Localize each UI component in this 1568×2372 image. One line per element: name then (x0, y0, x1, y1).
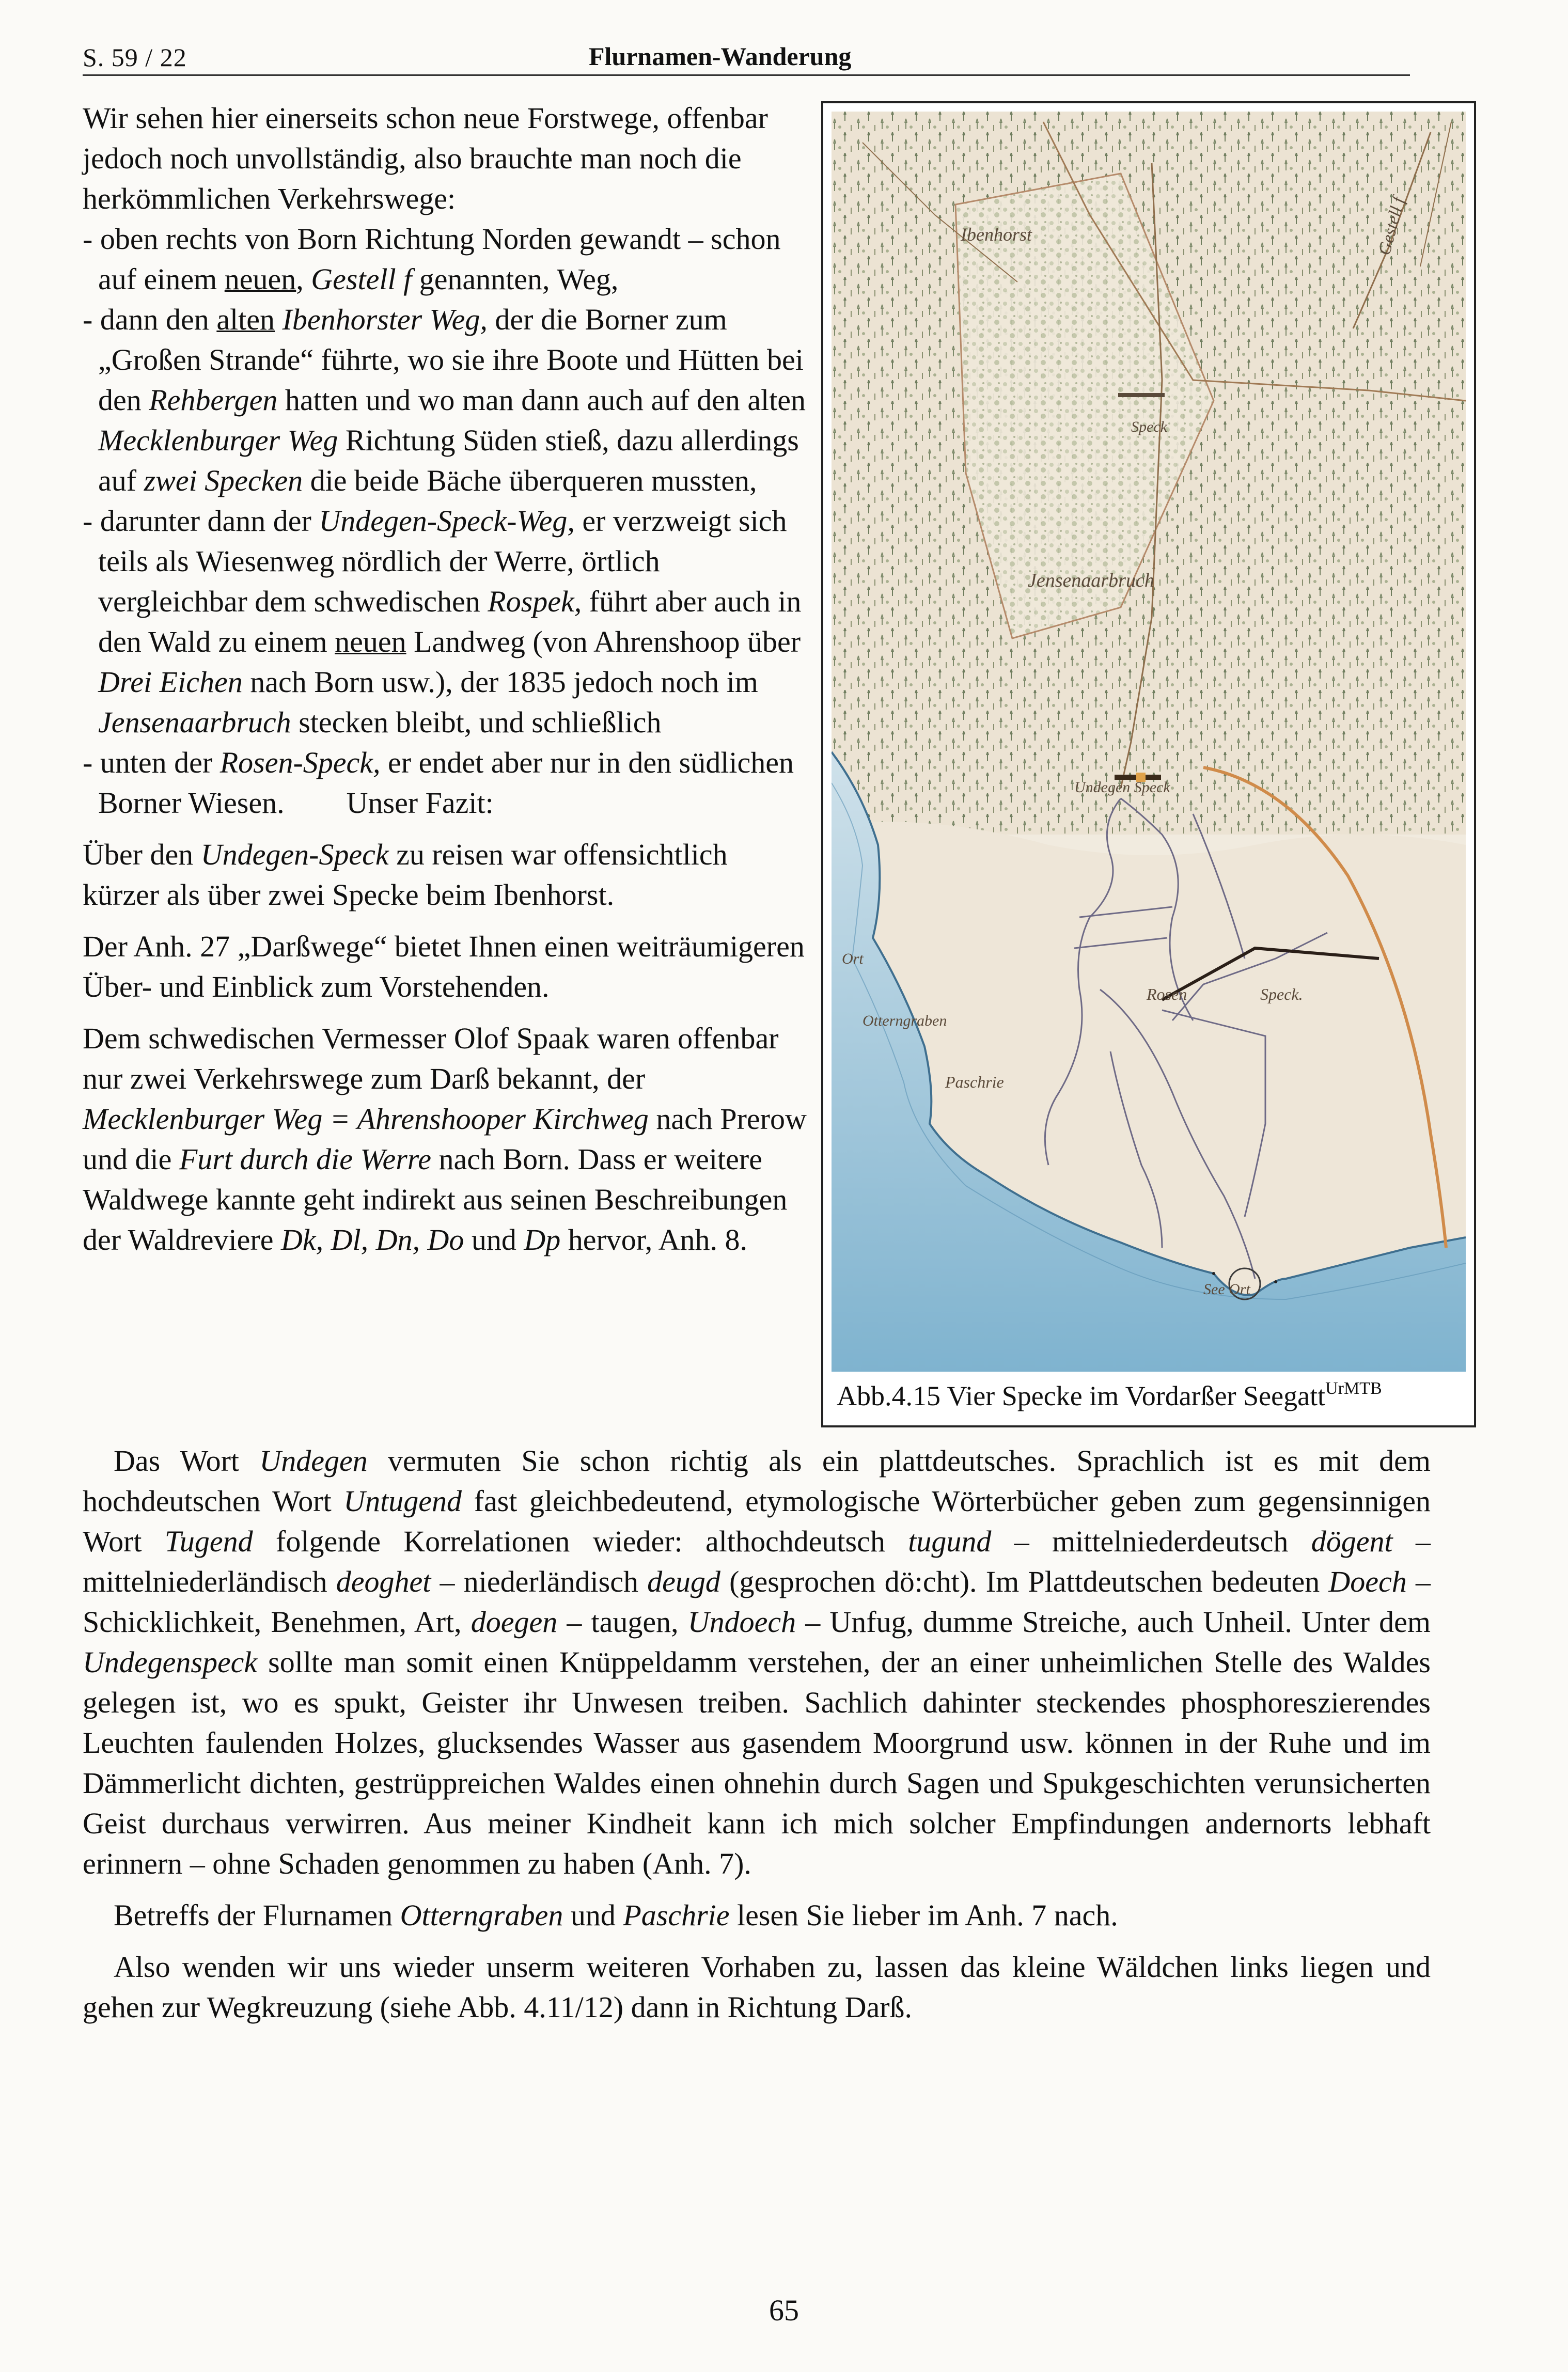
map-label-speck: Speck. (1260, 985, 1303, 1003)
map-label-undegen-speck: Undegen Speck (1074, 779, 1170, 796)
text-run: und (563, 1898, 623, 1932)
bullet-undegen-speck-weg (83, 501, 811, 743)
map-label-ibenhorst: Ibenhorst (961, 224, 1032, 245)
map-label-ort: Ort (842, 950, 864, 967)
text-run: Über den (83, 838, 201, 871)
text-run: Das Wort (114, 1444, 260, 1478)
italic-text: Paschrie (623, 1898, 730, 1932)
map-label-rosen: Rosen (1147, 985, 1187, 1003)
left-text-column (83, 98, 811, 1260)
text-run: hatten und wo man dann auch auf den alten (277, 383, 806, 417)
text-run: folgende Korrelationen wieder: althochdeutsch (253, 1525, 908, 1558)
header-rule (83, 74, 1410, 76)
text-run: - darunter dann der (83, 504, 319, 538)
text-run: Der Anh. 27 „Darßwege“ bietet Ihnen einen weiträumigeren Über- und Einblick zum Vorstehenden. (83, 930, 805, 1003)
italic-text: Drei Eichen (98, 665, 243, 699)
italic-text: deoghet (336, 1565, 431, 1598)
italic-text: doegen (471, 1605, 558, 1639)
text-run: fast gleichbedeutend, etymologische Wörterbücher geben zum gegensinnigen Wort (83, 1484, 1431, 1558)
text-run: Dem schwedischen Vermesser Olof Spaak waren offenbar nur zwei Verkehrswege zum Darß bekannt, der (83, 1022, 779, 1095)
text-run: – Unfug, dumme Streiche, auch Unheil. Unter dem (796, 1605, 1431, 1639)
italic-text: Undegen-Speck-Weg, (319, 504, 575, 538)
text-run: - oben rechts von Born Richtung Norden gewandt – schon auf einem (83, 222, 781, 296)
text-run: der die Borner zum „Großen Strande“ führte, wo sie ihre Boote und Hütten bei den (98, 303, 804, 417)
italic-text: Mecklenburger Weg = Ahrenshooper Kirchweg (83, 1102, 649, 1136)
text-run: sollte man somit einen Knüppeldamm verstehen, der an einer unheimlichen Stelle des Waldes gelegen ist, wo es spukt, Geister ihr Unwesen treiben. Sachlich dahinter steckendes phosphoreszierendes Leuchten faulenden Holzes, glucksendes Wasser aus gasendem Moorgrund usw. können in der Ruhe und im Dämmerlicht dichten, gestrüppreichen Waldes einen ohnehin durch Sagen und Spukgeschichten verunsicherten Geist durchaus verwirren. Aus meiner Kindheit kann ich mich solcher Empfindungen andernorts lebhaft erinnern – ohne Schaden genommen zu haben (Anh. 7). (83, 1645, 1431, 1880)
caption-text: Abb.4.15 Vier Specke im Vordarßer Seegatt (837, 1380, 1326, 1411)
text-run: Richtung Süden stieß, dazu allerdings auf (98, 423, 799, 497)
map-label-otterngraben: Otterngraben (863, 1012, 947, 1029)
text-run: die beide Bäche überqueren mussten, (303, 464, 757, 497)
figure-caption (837, 1379, 1382, 1412)
italic-text: Dk, Dl, Dn, Do (280, 1223, 464, 1256)
italic-text: Tugend (164, 1525, 253, 1558)
flurnamen-paragraph (83, 1895, 1431, 1936)
text-run: und (464, 1223, 524, 1256)
text-run: er endet aber nur in den südlichen Borner Wiesen. (98, 746, 794, 820)
text-run: – taugen, (557, 1605, 688, 1639)
text-run: – Schicklichkeit, Benehmen, Art, (83, 1565, 1431, 1639)
text-run: hervor, Anh. 8. (560, 1223, 747, 1256)
text-run: , (296, 262, 311, 296)
text-run: genannten, Weg, (412, 262, 619, 296)
text-run: nach Born usw.), der 1835 jedoch noch im (242, 665, 758, 699)
text-run: Also wenden wir uns wieder unserm weiteren Vorhaben zu, lassen das kleine Wäldchen links liegen und gehen zur Wegkreuzung (siehe Abb. 4.11/12) dann in Richtung Darß. (83, 1950, 1431, 2024)
italic-text: Rospek, (488, 585, 582, 618)
map-label-jensenaarbruch: Jensenaarbruch (1028, 570, 1154, 591)
italic-text: Ibenhorster Weg, (282, 303, 488, 336)
italic-text: Jensenaarbruch (98, 705, 291, 739)
page-number: 65 (769, 2294, 799, 2327)
bullet-gestell (83, 219, 811, 300)
map-label-speck-top: Speck (1131, 418, 1167, 435)
spaak-paragraph (83, 1018, 811, 1260)
italic-text: zwei Specken (144, 464, 303, 497)
underlined-text: alten (216, 303, 275, 336)
bullet-rosen-speck (83, 743, 811, 823)
closing-paragraph (83, 1947, 1431, 2028)
italic-text: Dp (524, 1223, 561, 1256)
italic-text: Undegen-Speck (200, 838, 389, 871)
caption-superscript: UrMTB (1325, 1379, 1382, 1398)
text-run: – niederländisch (431, 1565, 648, 1598)
italic-text: Rosen-Speck, (219, 746, 381, 779)
italic-text: Doech (1328, 1565, 1407, 1598)
italic-text: deugd (647, 1565, 720, 1598)
text-run: - unten der (83, 746, 220, 779)
text-run: Betreffs der Flurnamen (114, 1898, 400, 1932)
historical-map (832, 112, 1466, 1372)
intro-paragraph (83, 98, 811, 219)
fazit-label: Unser Fazit: (346, 786, 494, 820)
body-text (83, 1441, 1431, 2028)
map-label-see-ort: See Ort (1203, 1281, 1250, 1298)
italic-text: Furt durch die Werre (179, 1142, 431, 1176)
text-run: lesen Sie lieber im Anh. 7 nach. (729, 1898, 1118, 1932)
italic-text: Untugend (343, 1484, 462, 1518)
underlined-text: neuen (224, 262, 296, 296)
text-run: führt aber auch in den Wald zu einem (98, 585, 802, 658)
page-reference: S. 59 / 22 (83, 43, 187, 72)
text-run: nach Born. Dass er weitere Waldwege kannte geht indirekt aus seinen Beschreibungen der Waldreviere (83, 1142, 788, 1256)
intro-text: Wir sehen hier einerseits schon neue Forstwege, offenbar jedoch noch unvollständig, also brauchte man noch die herkömmlichen Verkehrswege: (83, 101, 768, 215)
italic-text: Otterngraben (400, 1898, 563, 1932)
italic-text: dögent (1311, 1525, 1393, 1558)
text-run: nach Prerow und die (83, 1102, 807, 1176)
italic-text: tugund (908, 1525, 992, 1558)
text-run: Landweg (von Ahrenshoop über (406, 625, 801, 658)
italic-text: Gestell f (311, 262, 412, 296)
text-run: vermuten Sie schon richtig als ein plattdeutsches. Sprachlich ist es mit dem hochdeutschen Wort (83, 1444, 1431, 1518)
map-label-paschrie: Paschrie (945, 1073, 1004, 1091)
undegen-paragraph (83, 1441, 1431, 1884)
running-title: Flurnamen-Wanderung (589, 42, 852, 71)
text-run: zu reisen war offensichtlich kürzer als über zwei Specke beim Ibenhorst. (83, 838, 728, 912)
text-run: er verzweigt sich teils als Wiesenweg nördlich der Werre, örtlich vergleichbar dem schwedischen (98, 504, 787, 618)
text-run: - dann den (83, 303, 217, 336)
italic-text: Rehbergen (149, 383, 278, 417)
bullet-ibenhorster-weg (83, 300, 811, 501)
text-run: stecken bleibt, und schließlich (291, 705, 662, 739)
text-run: – mittelniederländisch (83, 1525, 1431, 1598)
text-run: (gesprochen dö:cht). Im Plattdeutschen bedeuten (720, 1565, 1329, 1598)
anhang-paragraph (83, 926, 811, 1007)
italic-text: Undegen (259, 1444, 368, 1478)
text-run (275, 303, 283, 336)
underlined-text: neuen (335, 625, 406, 658)
italic-text: Mecklenburger Weg (98, 423, 338, 457)
text-run: – mittelniederdeutsch (991, 1525, 1311, 1558)
fazit-paragraph (83, 835, 811, 915)
figure-frame (821, 101, 1476, 1427)
italic-text: Undegenspeck (83, 1645, 258, 1679)
italic-text: Undoech (687, 1605, 796, 1639)
map-label-gestell: Gestell f (1374, 195, 1409, 258)
